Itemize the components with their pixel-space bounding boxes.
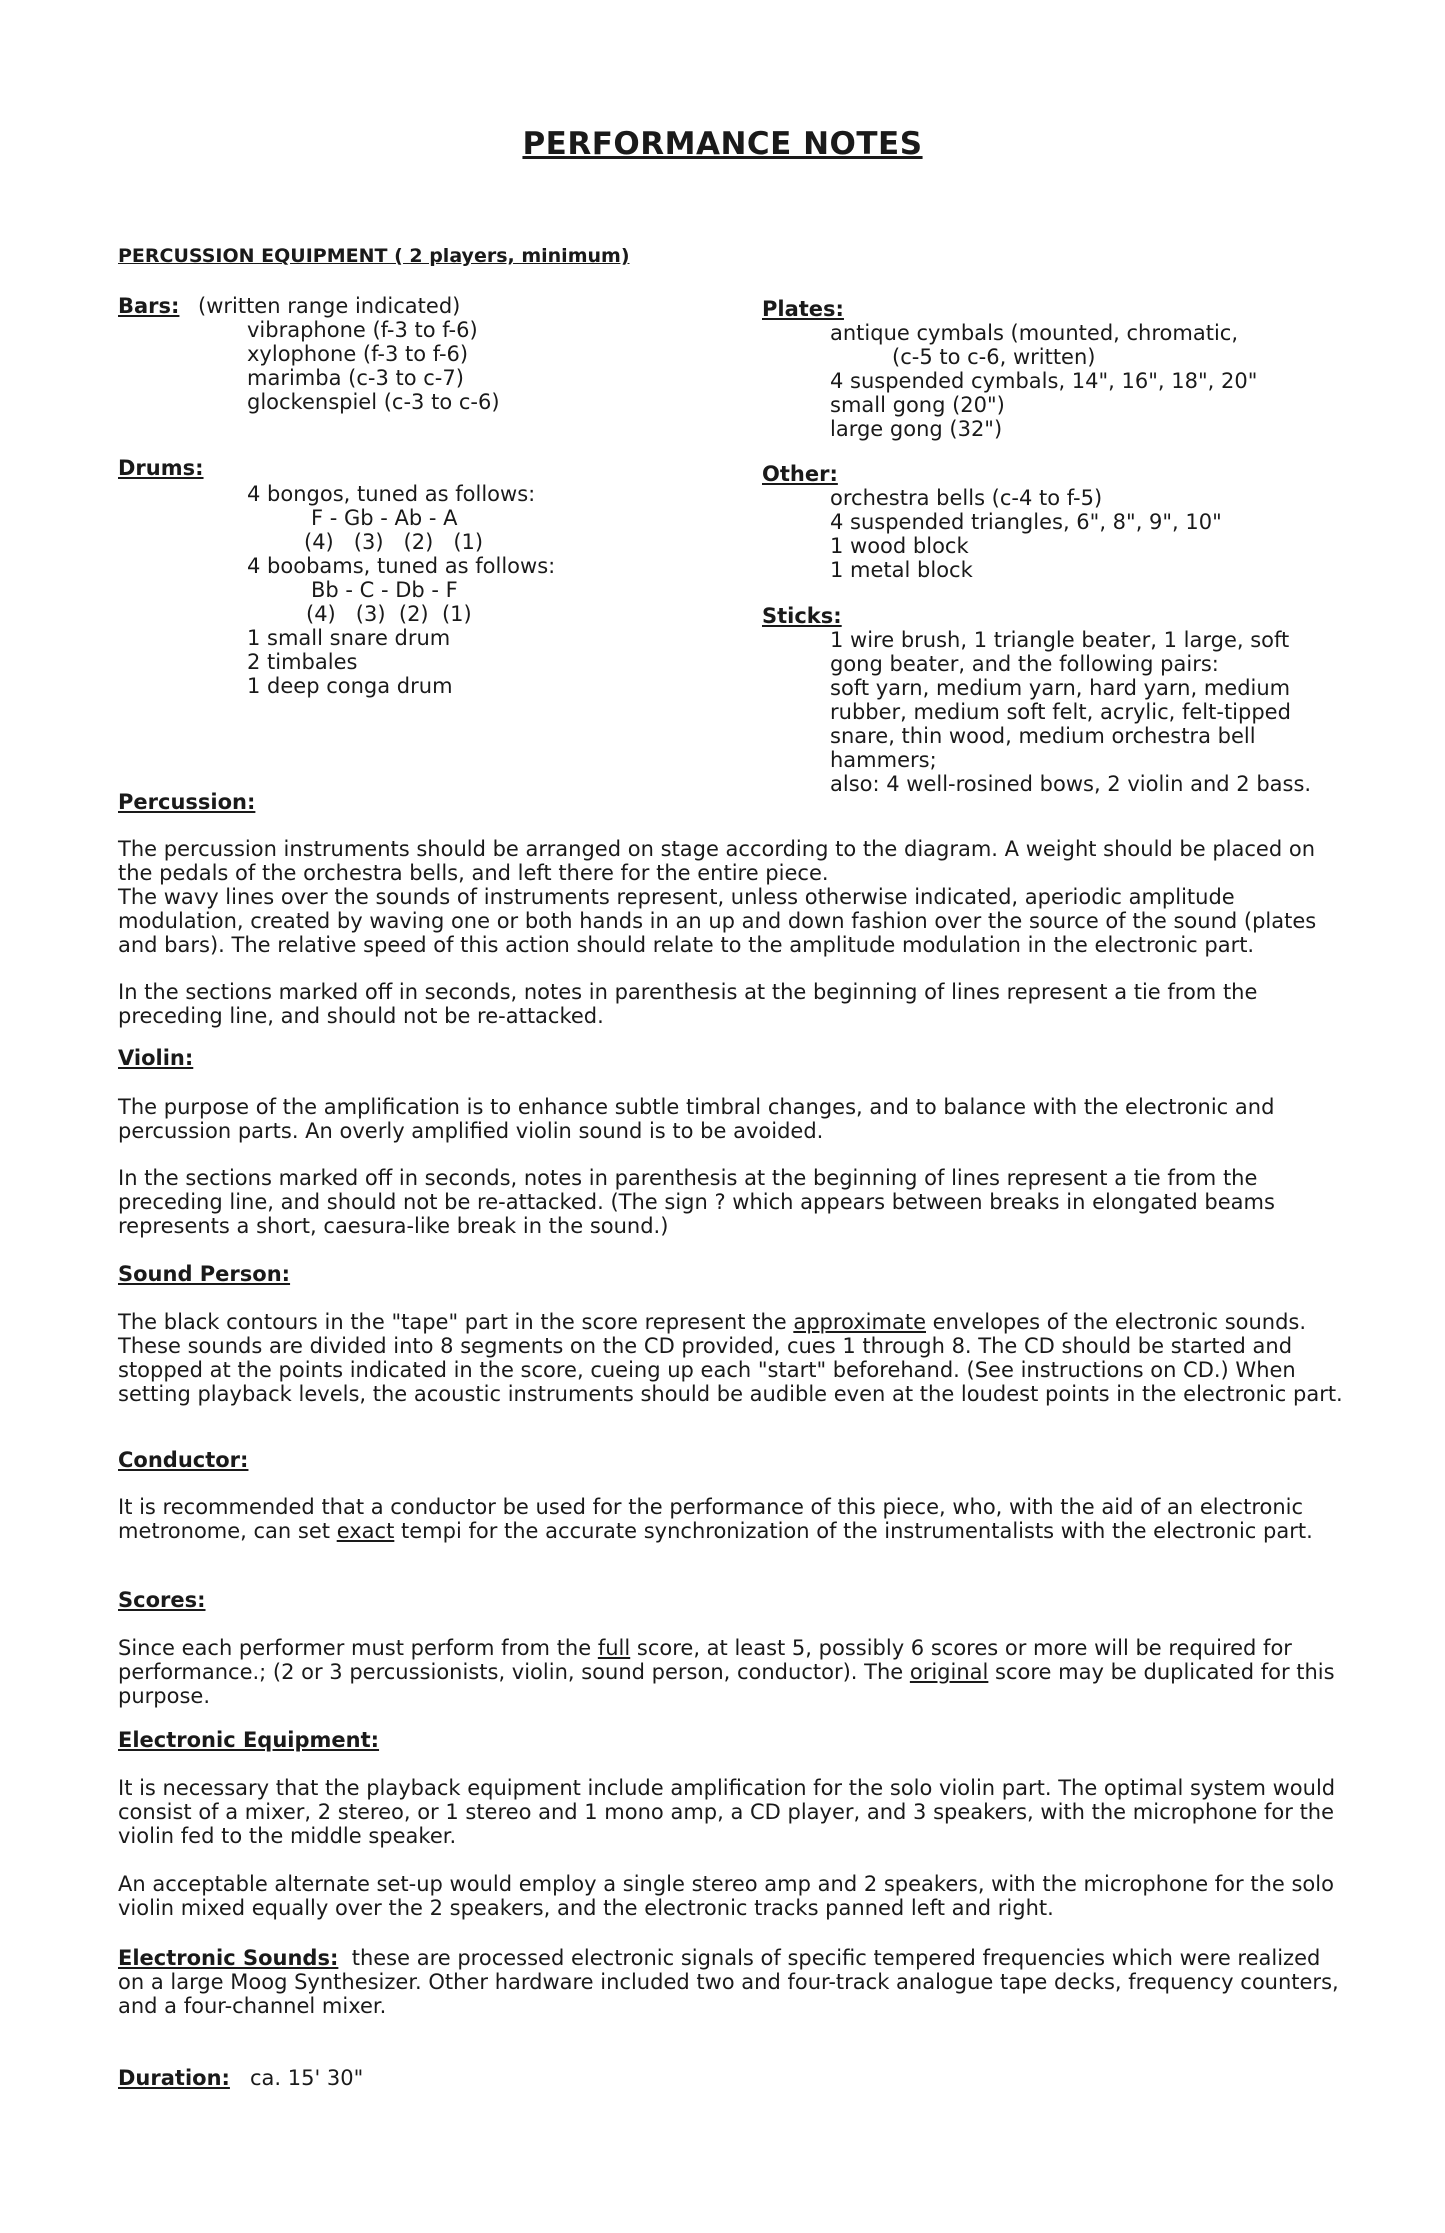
violin-paragraph: In the sections marked off in seconds, notes in parenthesis at the beginning of lines represent a tie from the preceding line, and should not be re-attacked. (The sign ? which appears between breaks in elongated beams represents a short, caesura-like break in the sound.) bbox=[118, 1166, 1275, 1238]
percussion-label: Percussion: bbox=[118, 790, 256, 814]
emphasis-full: full bbox=[597, 1636, 631, 1660]
page-title: PERFORMANCE NOTES bbox=[522, 126, 923, 162]
percussion-paragraph: The wavy lines over the sounds of instruments represent, unless otherwise indicated, aperiodic amplitude modulation, created by waving one or both hands in an up and down fashion over the source of the sound (plates and bars). The relative speed of this action should relate to the amplitude modulation in the electronic part. bbox=[118, 885, 1317, 957]
list-item: small gong (20") bbox=[830, 393, 1005, 417]
list-item: gong beater, and the following pairs: bbox=[830, 652, 1219, 676]
conductor-text-a: It is recommended that a conductor be used for the performance of this piece, who, with the aid of an electronic metronome, can set bbox=[118, 1495, 1304, 1543]
list-item: snare, thin wood, medium orchestra bell bbox=[830, 724, 1256, 748]
scores-label: Scores: bbox=[118, 1588, 206, 1612]
list-item: large gong (32") bbox=[830, 417, 1003, 441]
electronic-equipment-label: Electronic Equipment: bbox=[118, 1728, 380, 1752]
list-item: also: 4 well-rosined bows, 2 violin and 2 bass. bbox=[830, 772, 1312, 796]
list-item: (c-5 to c-6, written) bbox=[892, 345, 1096, 369]
duration-value: ca. 15' 30" bbox=[249, 2066, 364, 2090]
list-item: marimba (c-3 to c-7) bbox=[247, 366, 464, 390]
conductor-label: Conductor: bbox=[118, 1448, 249, 1472]
list-item: 1 deep conga drum bbox=[247, 674, 453, 698]
list-item: 4 bongos, tuned as follows: bbox=[247, 482, 536, 506]
list-item: antique cymbals (mounted, chromatic, bbox=[830, 321, 1239, 345]
electronic-sounds-text: these are processed electronic signals of specific tempered frequencies which were realized on a large Moog Synthesizer. Other hardware included two and four-track analogue tape decks, frequency counters, and a four-channel mixer. bbox=[118, 1946, 1339, 2018]
list-item: 2 timbales bbox=[247, 650, 358, 674]
bars-note: (written range indicated) bbox=[198, 294, 461, 318]
list-item: rubber, medium soft felt, acrylic, felt-tipped bbox=[830, 700, 1291, 724]
sound-person-label: Sound Person: bbox=[118, 1262, 291, 1286]
sound-person-text-b: envelopes of the electronic sounds. These sounds are divided into 8 segments on the CD provided, cues 1 through 8. The CD should be started and stopped at the points indicated in the score, cueing up each "start" beforehand. (See instructions on CD.) When setting playback levels, the acoustic instruments should be audible even at the loudest points in the electronic part. bbox=[118, 1310, 1343, 1406]
list-item: 4 boobams, tuned as follows: bbox=[247, 554, 556, 578]
electronic-equipment-paragraph: An acceptable alternate set-up would employ a single stereo amp and 2 speakers, with the microphone for the solo violin mixed equally over the 2 speakers, and the electronic tracks panned left and right. bbox=[118, 1872, 1334, 1920]
list-item: Bb - C - Db - F bbox=[311, 578, 458, 602]
duration-label: Duration: bbox=[118, 2066, 230, 2090]
electronic-sounds-label: Electronic Sounds: bbox=[118, 1946, 339, 1970]
emphasis-approximate: approximate bbox=[793, 1310, 926, 1334]
electronic-equipment-paragraph: It is necessary that the playback equipment include amplification for the solo violin part. The optimal system would consist of a mixer, 2 stereo, or 1 stereo and 1 mono amp, a CD player, and 3 speakers, with the microphone for the violin fed to the middle speaker. bbox=[118, 1776, 1336, 1848]
list-item: glockenspiel (c-3 to c-6) bbox=[247, 390, 500, 414]
duration bbox=[118, 2066, 363, 2090]
drums-label: Drums: bbox=[118, 456, 204, 480]
drums-list bbox=[247, 482, 555, 698]
list-item: 1 small snare drum bbox=[247, 626, 451, 650]
plates-list bbox=[830, 321, 1257, 441]
scores-paragraph bbox=[118, 1636, 1348, 1708]
emphasis-exact: exact bbox=[336, 1519, 395, 1543]
equipment-heading: PERCUSSION EQUIPMENT ( 2 players, minimum) bbox=[118, 245, 630, 267]
sticks-list bbox=[830, 628, 1311, 796]
bars-label: Bars: bbox=[118, 294, 180, 318]
scores-text-b: score, at least 5, possibly 6 scores or more will be required for performance.; (2 or 3 percussionists, violin, sound person, conductor). The bbox=[118, 1636, 1292, 1684]
list-item: 1 wire brush, 1 triangle beater, 1 large, soft bbox=[830, 628, 1290, 652]
electronic-sounds-paragraph bbox=[118, 1946, 1348, 2018]
scores-text-a: Since each performer must perform from the bbox=[118, 1636, 598, 1660]
scores-text-c: score may be duplicated for this purpose. bbox=[118, 1660, 1335, 1708]
conductor-text-b: tempi for the accurate synchronization of the instrumentalists with the electronic part. bbox=[394, 1519, 1313, 1543]
list-item: 4 suspended cymbals, 14", 16", 18", 20" bbox=[830, 369, 1258, 393]
list-item: 1 wood block bbox=[830, 534, 969, 558]
list-item: F - Gb - Ab - A bbox=[311, 506, 458, 530]
violin-paragraph: The purpose of the amplification is to enhance subtle timbral changes, and to balance with the electronic and percussion parts. An overly amplified violin sound is to be avoided. bbox=[118, 1095, 1275, 1143]
sticks-label: Sticks: bbox=[762, 604, 842, 628]
list-item: 1 metal block bbox=[830, 558, 973, 582]
percussion-paragraph: The percussion instruments should be arranged on stage according to the diagram. A weight should be placed on the pedals of the orchestra bells, and left there for the entire piece. bbox=[118, 837, 1316, 885]
conductor-paragraph bbox=[118, 1495, 1348, 1543]
list-item: vibraphone (f-3 to f-6) bbox=[247, 318, 478, 342]
list-item: (4) (3) (2) (1) bbox=[306, 602, 472, 626]
list-item: orchestra bells (c-4 to f-5) bbox=[830, 486, 1103, 510]
percussion-paragraph: In the sections marked off in seconds, notes in parenthesis at the beginning of lines represent a tie from the preceding line, and should not be re-attacked. bbox=[118, 980, 1258, 1028]
violin-label: Violin: bbox=[118, 1046, 194, 1070]
list-item: xylophone (f-3 to f-6) bbox=[247, 342, 469, 366]
other-list bbox=[830, 486, 1222, 582]
other-label: Other: bbox=[762, 462, 838, 486]
list-item: 4 suspended triangles, 6", 8", 9", 10" bbox=[830, 510, 1222, 534]
sound-person-text-a: The black contours in the "tape" part in the score represent the bbox=[118, 1310, 794, 1334]
plates-label: Plates: bbox=[762, 297, 844, 321]
emphasis-original: original bbox=[909, 1660, 989, 1684]
sound-person-paragraph bbox=[118, 1310, 1348, 1406]
bars-list bbox=[247, 318, 500, 414]
list-item: (4) (3) (2) (1) bbox=[304, 530, 484, 554]
list-item: hammers; bbox=[830, 748, 937, 772]
list-item: soft yarn, medium yarn, hard yarn, medium bbox=[830, 676, 1291, 700]
